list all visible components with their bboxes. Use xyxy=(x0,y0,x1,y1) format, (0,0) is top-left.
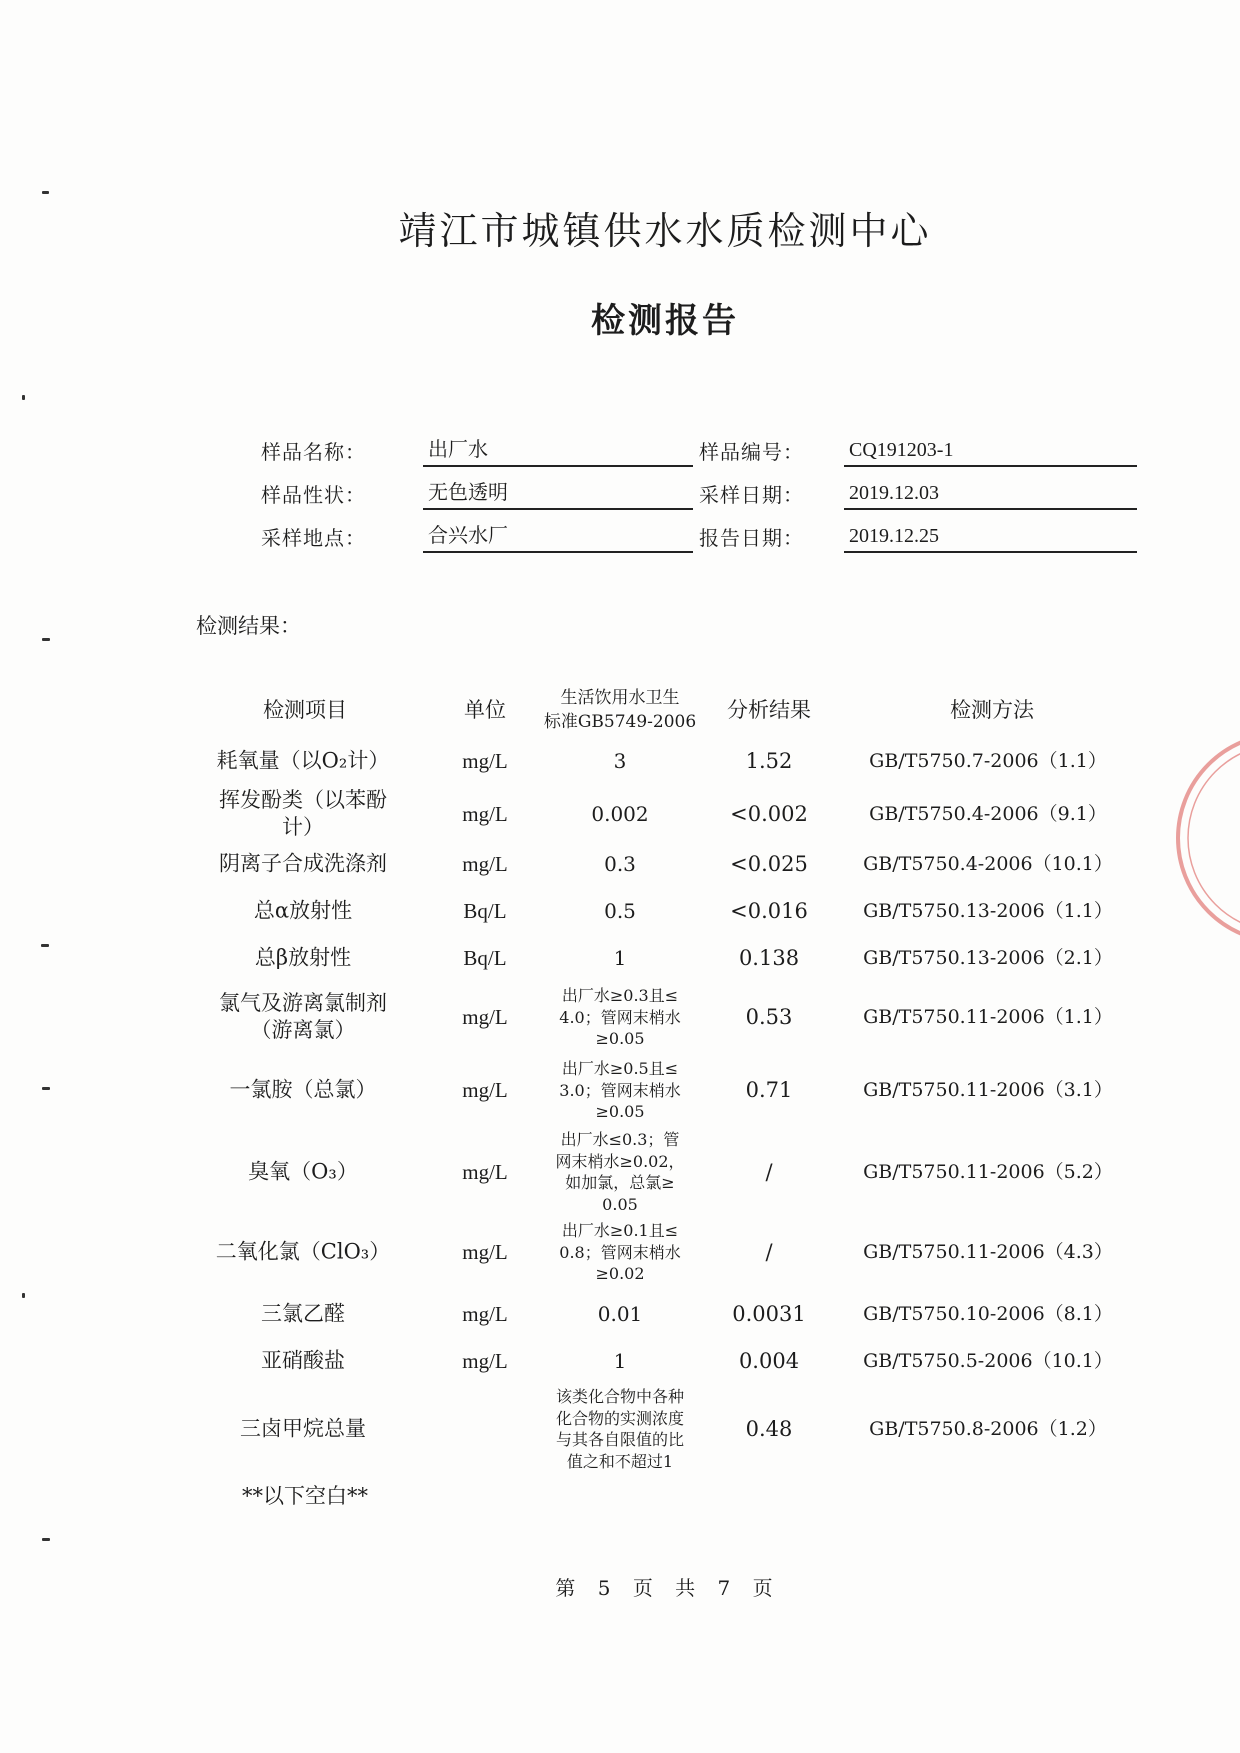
standard-limit-line: 0.002 xyxy=(591,802,649,826)
standard-limit-cell xyxy=(614,747,627,775)
results-section-label: 检测结果： xyxy=(196,614,301,638)
sampling-location-label: 采样地点： xyxy=(261,526,366,550)
result-cell: 1.52 xyxy=(745,749,793,773)
standard-limit-cell xyxy=(604,897,636,925)
end-of-content-note: **以下空白** xyxy=(242,1484,368,1508)
item-name-cell xyxy=(219,990,387,1044)
method-cell: GB/T5750.11-2006（3.1） xyxy=(863,1079,1113,1101)
result-cell: / xyxy=(765,1160,773,1184)
item-name-cell xyxy=(219,851,387,878)
item-name-cell xyxy=(219,787,387,841)
standard-limit-cell xyxy=(559,1058,680,1123)
unit-cell: mg/L xyxy=(462,1078,508,1102)
standard-limit-line: 网末梢水≥0.02， xyxy=(555,1151,685,1171)
seal-stamp-graphic xyxy=(1160,720,1240,960)
method-cell: GB/T5750.13-2006（2.1） xyxy=(863,947,1113,969)
column-header-method: 检测方法 xyxy=(950,698,1034,722)
item-name-line: （游离氯） xyxy=(250,1018,356,1042)
sampling-location-value: 合兴水厂 xyxy=(423,522,693,553)
unit-cell: mg/L xyxy=(462,1005,508,1029)
item-name-line: 挥发酚类（以苯酚 xyxy=(219,788,387,812)
method-cell: GB/T5750.8-2006（1.2） xyxy=(869,1418,1107,1440)
scan-speck xyxy=(42,638,50,641)
standard-limit-line: 4.0；管网末梢水 xyxy=(559,1007,681,1027)
result-cell: 0.004 xyxy=(738,1349,800,1373)
unit-cell: mg/L xyxy=(462,1349,508,1373)
standard-limit-line: ≥0.02 xyxy=(595,1263,645,1283)
standard-limit-line: 化合物的实测浓度 xyxy=(555,1408,685,1428)
standard-limit-line: 该类化合物中各种 xyxy=(555,1387,685,1406)
item-name-line: 阴离子合成洗涤剂 xyxy=(219,851,387,876)
report-date-label: 报告日期： xyxy=(699,526,804,550)
method-cell: GB/T5750.4-2006（10.1） xyxy=(863,853,1113,875)
result-cell: 0.0031 xyxy=(732,1302,806,1326)
method-cell: GB/T5750.13-2006（1.1） xyxy=(863,900,1113,922)
column-header-standard-line: 生活饮用水卫生 xyxy=(560,688,680,708)
sample-appearance-label: 样品性状： xyxy=(261,483,366,507)
item-name-cell xyxy=(254,898,352,925)
unit-cell: Bq/L xyxy=(463,946,507,970)
item-name-line: 三卤甲烷总量 xyxy=(240,1416,366,1441)
unit-cell: mg/L xyxy=(462,852,508,876)
standard-limit-line: 出厂水≥0.5且≤ xyxy=(561,1058,679,1078)
scan-speck xyxy=(22,1293,25,1298)
item-name-cell xyxy=(230,1077,377,1104)
standard-limit-line: 1 xyxy=(613,946,627,970)
column-header-item: 检测项目 xyxy=(263,698,347,722)
scan-speck xyxy=(22,395,25,400)
item-name-line: 一氯胺（总氯） xyxy=(229,1077,377,1102)
column-header-standard-line: 标准GB5749-2006 xyxy=(543,712,697,732)
item-name-cell xyxy=(261,1348,345,1375)
item-name-line: 氯气及游离氯制剂 xyxy=(219,991,387,1015)
item-name-line: 二氧化氯（ClO₃） xyxy=(215,1239,391,1264)
standard-limit-line: 出厂水≥0.1且≤ xyxy=(561,1220,679,1240)
standard-limit-cell xyxy=(556,1386,684,1472)
sampling-date-label: 采样日期： xyxy=(699,483,804,507)
sample-id-label: 样品编号： xyxy=(699,440,804,464)
standard-limit-line: 3 xyxy=(613,749,627,773)
report-date-value: 2019.12.25 xyxy=(844,522,1137,553)
result-cell: <0.025 xyxy=(730,852,808,876)
result-cell: <0.002 xyxy=(730,802,808,826)
method-cell: GB/T5750.11-2006（1.1） xyxy=(863,1006,1113,1028)
item-name-cell xyxy=(261,1301,345,1328)
result-cell: / xyxy=(765,1240,773,1264)
method-cell: GB/T5750.11-2006（5.2） xyxy=(863,1161,1113,1183)
result-cell: 0.138 xyxy=(738,946,800,970)
unit-cell: Bq/L xyxy=(463,899,507,923)
standard-limit-line: 与其各自限值的比 xyxy=(555,1430,685,1449)
standard-limit-cell xyxy=(604,850,636,878)
scan-speck xyxy=(42,1087,50,1090)
scan-speck xyxy=(41,944,49,947)
standard-limit-line: 0.8；管网末梢水 xyxy=(559,1242,681,1262)
unit-cell: mg/L xyxy=(462,802,508,826)
standard-limit-cell xyxy=(614,1347,627,1375)
item-name-line: 亚硝酸盐 xyxy=(261,1348,345,1373)
item-name-line: 总β放射性 xyxy=(254,945,352,970)
standard-limit-line: 出厂水≤0.3；管 xyxy=(560,1130,680,1149)
standard-limit-line: 0.3 xyxy=(604,852,636,876)
method-cell: GB/T5750.11-2006（4.3） xyxy=(863,1241,1113,1263)
standard-limit-line: 0.5 xyxy=(604,899,636,923)
item-name-cell xyxy=(240,1416,366,1443)
standard-limit-line: 出厂水≥0.3且≤ xyxy=(561,985,679,1005)
standard-limit-line: 0.05 xyxy=(602,1194,638,1214)
standard-limit-line: 3.0；管网末梢水 xyxy=(559,1080,681,1100)
standard-limit-cell xyxy=(598,1300,643,1328)
result-cell: 0.53 xyxy=(745,1005,793,1029)
organization-title: 靖江市城镇供水水质检测中心 xyxy=(398,209,932,253)
column-header-result: 分析结果 xyxy=(727,698,811,722)
page-number: 第 5 页 共 7 页 xyxy=(555,1576,773,1600)
sample-name-label: 样品名称： xyxy=(261,440,366,464)
item-name-line: 计） xyxy=(282,815,324,839)
unit-cell: mg/L xyxy=(462,1302,508,1326)
unit-cell: mg/L xyxy=(462,1240,508,1264)
unit-cell: mg/L xyxy=(462,1160,508,1184)
item-name-cell xyxy=(248,1159,358,1186)
result-cell: 0.48 xyxy=(745,1417,793,1441)
item-name-cell xyxy=(217,748,390,775)
standard-limit-cell xyxy=(555,1129,684,1215)
item-name-cell xyxy=(216,1239,390,1266)
item-name-line: 三氯乙醛 xyxy=(261,1301,345,1326)
seal-stamp xyxy=(1160,720,1240,960)
sample-id-value: CQ191203-1 xyxy=(844,436,1137,467)
standard-limit-cell xyxy=(591,800,648,828)
method-cell: GB/T5750.4-2006（9.1） xyxy=(869,803,1107,825)
scan-speck xyxy=(42,191,49,194)
method-cell: GB/T5750.10-2006（8.1） xyxy=(863,1303,1113,1325)
sampling-date-value: 2019.12.03 xyxy=(844,479,1137,510)
standard-limit-line: 如加氯，总氯≥ xyxy=(565,1173,675,1192)
method-cell: GB/T5750.5-2006（10.1） xyxy=(863,1350,1113,1372)
column-header-standard xyxy=(544,686,696,734)
standard-limit-cell xyxy=(614,944,627,972)
method-cell: GB/T5750.7-2006（1.1） xyxy=(869,750,1107,772)
standard-limit-line: ≥0.05 xyxy=(595,1028,645,1048)
item-name-line: 总α放射性 xyxy=(253,898,353,923)
item-name-cell xyxy=(255,945,351,972)
standard-limit-line: 值之和不超过1 xyxy=(566,1451,674,1471)
standard-limit-cell xyxy=(559,985,680,1050)
standard-limit-line: ≥0.05 xyxy=(595,1101,645,1121)
result-cell: 0.71 xyxy=(745,1078,793,1102)
standard-limit-line: 1 xyxy=(613,1349,627,1373)
column-header-unit: 单位 xyxy=(464,698,506,722)
result-cell: <0.016 xyxy=(730,899,808,923)
standard-limit-line: 0.01 xyxy=(597,1302,643,1326)
sample-appearance-value: 无色透明 xyxy=(423,479,693,510)
item-name-line: 臭氧（O₃） xyxy=(248,1159,358,1184)
unit-cell: mg/L xyxy=(462,749,508,773)
item-name-line: 耗氧量（以O₂计） xyxy=(216,748,390,773)
sample-name-value: 出厂水 xyxy=(423,436,693,467)
report-title: 检测报告 xyxy=(591,301,739,341)
scan-speck xyxy=(42,1538,50,1541)
standard-limit-cell xyxy=(559,1220,680,1285)
